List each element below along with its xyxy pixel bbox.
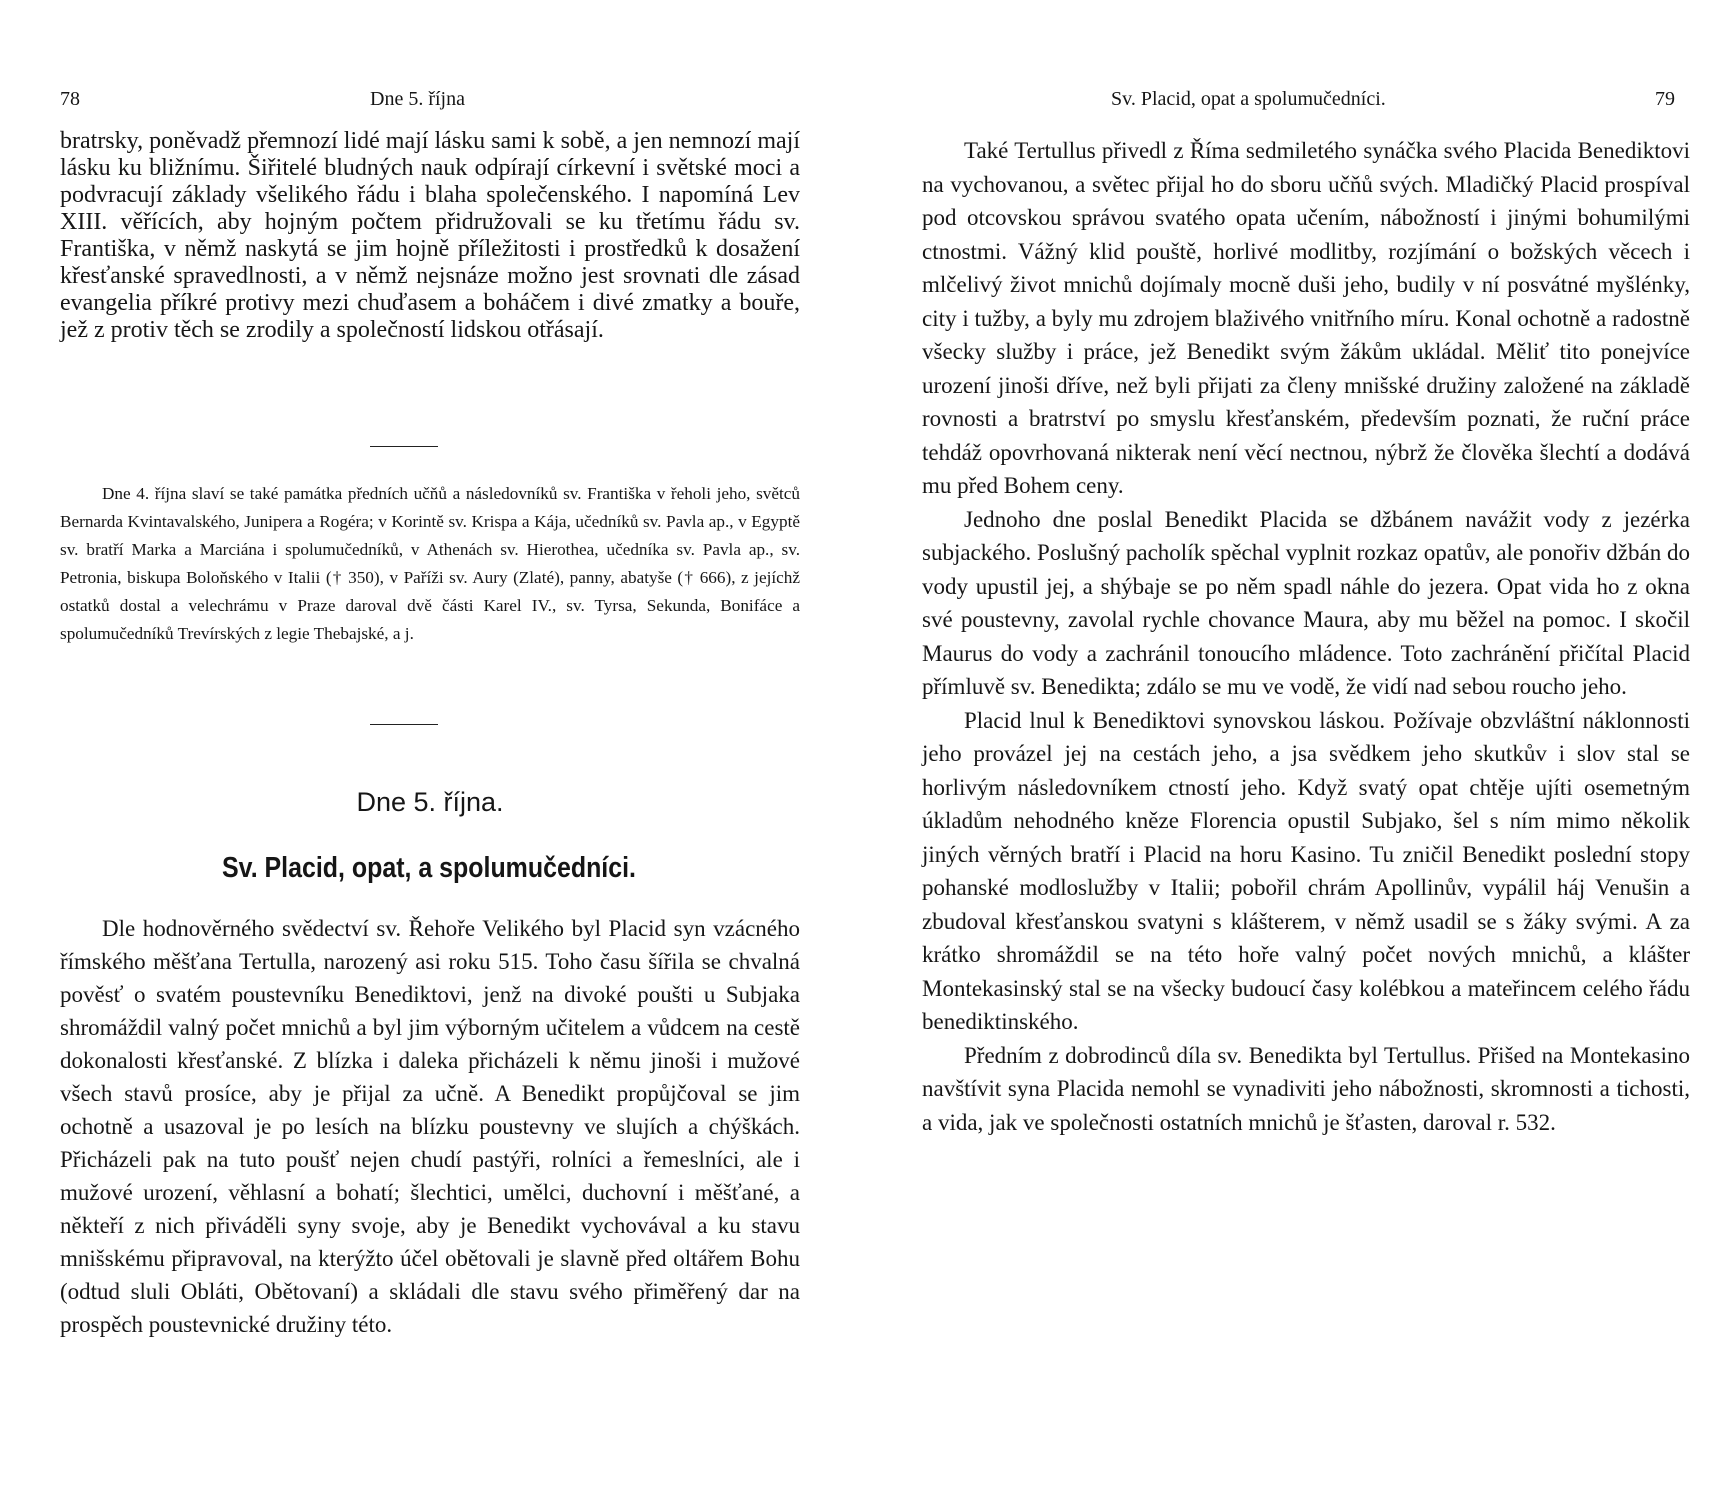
paragraph-right-1: Také Tertullus přivedl z Říma sedmiletého synáčka svého Placida Benediktovi na vychovanou, a světec přijal ho do sboru učňů svých. Mladičký Placid prospíval pod otcovskou správou svatého opata učením, nábožností i jinými bohumilými ctnostmi. Vážný klid pouště, horlivé modlitby, rozjímání o božských věcech i mlčelivý život mnichů dojímaly mocně duši jeho, budily v ní posvátné myšlénky, city i tužby, a byly mu zdrojem blaživého vnitřního míru. Konal ochotně a radostně všecky služby i práce, jež Benedikt svým žákům ukládal. Měliť tito ponejvíce urození jinoši dříve, než byli přijati za členy mnišské družiny založené na základě rovnosti a bratrství po smyslu křesťanském, především poznati, že ruční práce tehdáž opovrhovaná nikterak není věcí nectnou, nýbrž že člověka šlechtí a dodává mu před Bohem ceny. [922,138,1690,498]
feast-note: Dne 4. října slaví se také památka předních učňů a následovníků sv. Františka v řeholi jeho, světců Bernarda Kvintavalského, Junipera a Rogéra; v Korintě sv. Krispa a Kája, učedníků sv. Pavla ap., v Egyptě sv. bratří Marka a Marciána i spolumučedníků, v Athenách sv. Hierothea, učedníka sv. Pavla ap., sv. Petronia, biskupa Boloňského v Italii († 350), v Paříži sv. Aury (Zlaté), panny, abatyše († 666), z jejíchž ostatků dostal a velechrámu v Praze daroval dvě části Karel IV., sv. Tyrsa, Sekunda, Bonifáce a spolumučedníků Trevírských z legie Thebajské, a j. [60,484,800,643]
divider-rule-bottom [370,724,438,725]
paragraph-right-2: Jednoho dne poslal Benedikt Placida se džbánem navážit vody z jezérka subjackého. Poslušný pacholík spěchal vyplnit rozkaz opatův, ale ponořiv džbán do vody upustil jej, a shýbaje se po něm spadl náhle do jezera. Opat vida ho z okna své poustevny, zavolal rychle chovance Maura, aby mu běžel na pomoc. I skočil Maurus do vody a zachránil tonoucího mládence. Toto zachránění přičítal Placid přímluvě sv. Benedikta; zdálo se mu ve vodě, že vidí nad sebou roucho jeho. [922,506,1690,699]
main-text-block-right [922,134,1690,1139]
section-title-heading: Sv. Placid, opat, a spolumučedníci. [222,852,636,884]
running-title-left: Dne 5. října [370,88,465,110]
running-title-right: Sv. Placid, opat a spolumučedníci. [1111,88,1386,110]
feast-note-block [60,480,800,648]
paragraph-right-3: Placid lnul k Benediktovi synovskou láskou. Požívaje obzvláštní náklonnosti jeho provázel jej na cestách jeho, a jsa svědkem jeho skutkův i slov stal se horlivým následovníkem ctností jeho. Když svatý opat chtěje ujíti osemetným úkladům nehodného kněze Florencia opustil Subjako, šel s ním mimo několik jiných věrných bratří i Placid na horu Kasino. Tu zničil Benedikt poslední stopy pohanské modloslužby v Italii; pobořil chrám Apollinův, vypálil háj Venušin a zbudoval křesťanskou svatyni s klášterem, v němž usadil se s žáky svými. A za krátko shromáždil se na této hoře valný počet nových mnichů, a klášter Montekasinský stal se na všecky budoucí časy kolébkou a mateřincem celého řádu benediktinského. [922,707,1690,1034]
running-head-right [858,84,1716,114]
main-text-block-left [60,912,800,1341]
main-paragraph-left: Dle hodnověrného svědectví sv. Řehoře Velikého byl Placid syn vzácného římského měšťana Tertulla, narozený asi roku 515. Toho času šířila se chvalná pověsť o svatém poustevníku Benediktovi, jenž na divoké poušti u Subjaka shromáždil valný počet mnichů a byl jim výborným učitelem a vůdcem na cestě dokonalosti křesťanské. Z blízka i daleka přicházeli k němu jinoši i mužové všech stavů prosíce, aby je přijal za učně. A Benedikt propůjčoval se jim ochotně a usazoval je po lesích na blízku poustevny ve slujích a chýškách. Přicházeli pak na tuto poušť nejen chudí pastýři, rolníci a řemeslníci, ale i mužové urození, věhlasní a bohatí; šlechtici, umělci, duchovní i měšťané, a někteří z nich přiváděli syny svoje, aby je Benedikt vychovával a ku stavu mnišskému připravoval, na kterýžto účel obětovali je slavně před oltářem Bohu (odtud sluli Obláti, Obětovaní) a skládali dle stavu svého přiměřený dar na prospěch poustevnické družiny této. [60,916,800,1337]
carryover-text-block [60,128,800,344]
section-date-heading: Dne 5. října. [356,787,504,817]
divider-rule-top [370,446,438,447]
carryover-paragraph: bratrsky, poněvadž přemnozí lidé mají lásku sami k sobě, a jen nemnozí mají lásku ku bližnímu. Šiřitelé bludných nauk odpírají církevní i světské moci a podvracují základy všelikého řádu i blaha společenského. I napomíná Lev XIII. věřících, aby hojným počtem přidružovali se ku třetímu řádu sv. Františka, v němž naskytá se jim hojně příležitosti i prostředků k dosažení křesťanské spravedlnosti, a v němž nejsnáze možno jest srovnati dle zásad evangelia příkré protivy mezi chuďasem a boháčem i divé zmatky a bouře, jež z protiv těch se zrodily a společností lidskou otřásají. [60,128,800,343]
page-number-left: 78 [60,88,80,110]
page-number-right: 79 [1655,88,1675,110]
right-page [858,0,1716,1500]
running-head-left [0,84,858,114]
paragraph-right-4: Předním z dobrodinců díla sv. Benedikta byl Tertullus. Přišed na Montekasino navštívit syna Placida nemohl se vynadiviti jeho nábožnosti, skromnosti a tichosti, a vida, jak ve společnosti ostatních mnichů je šťasten, daroval r. 532. [922,1042,1690,1135]
